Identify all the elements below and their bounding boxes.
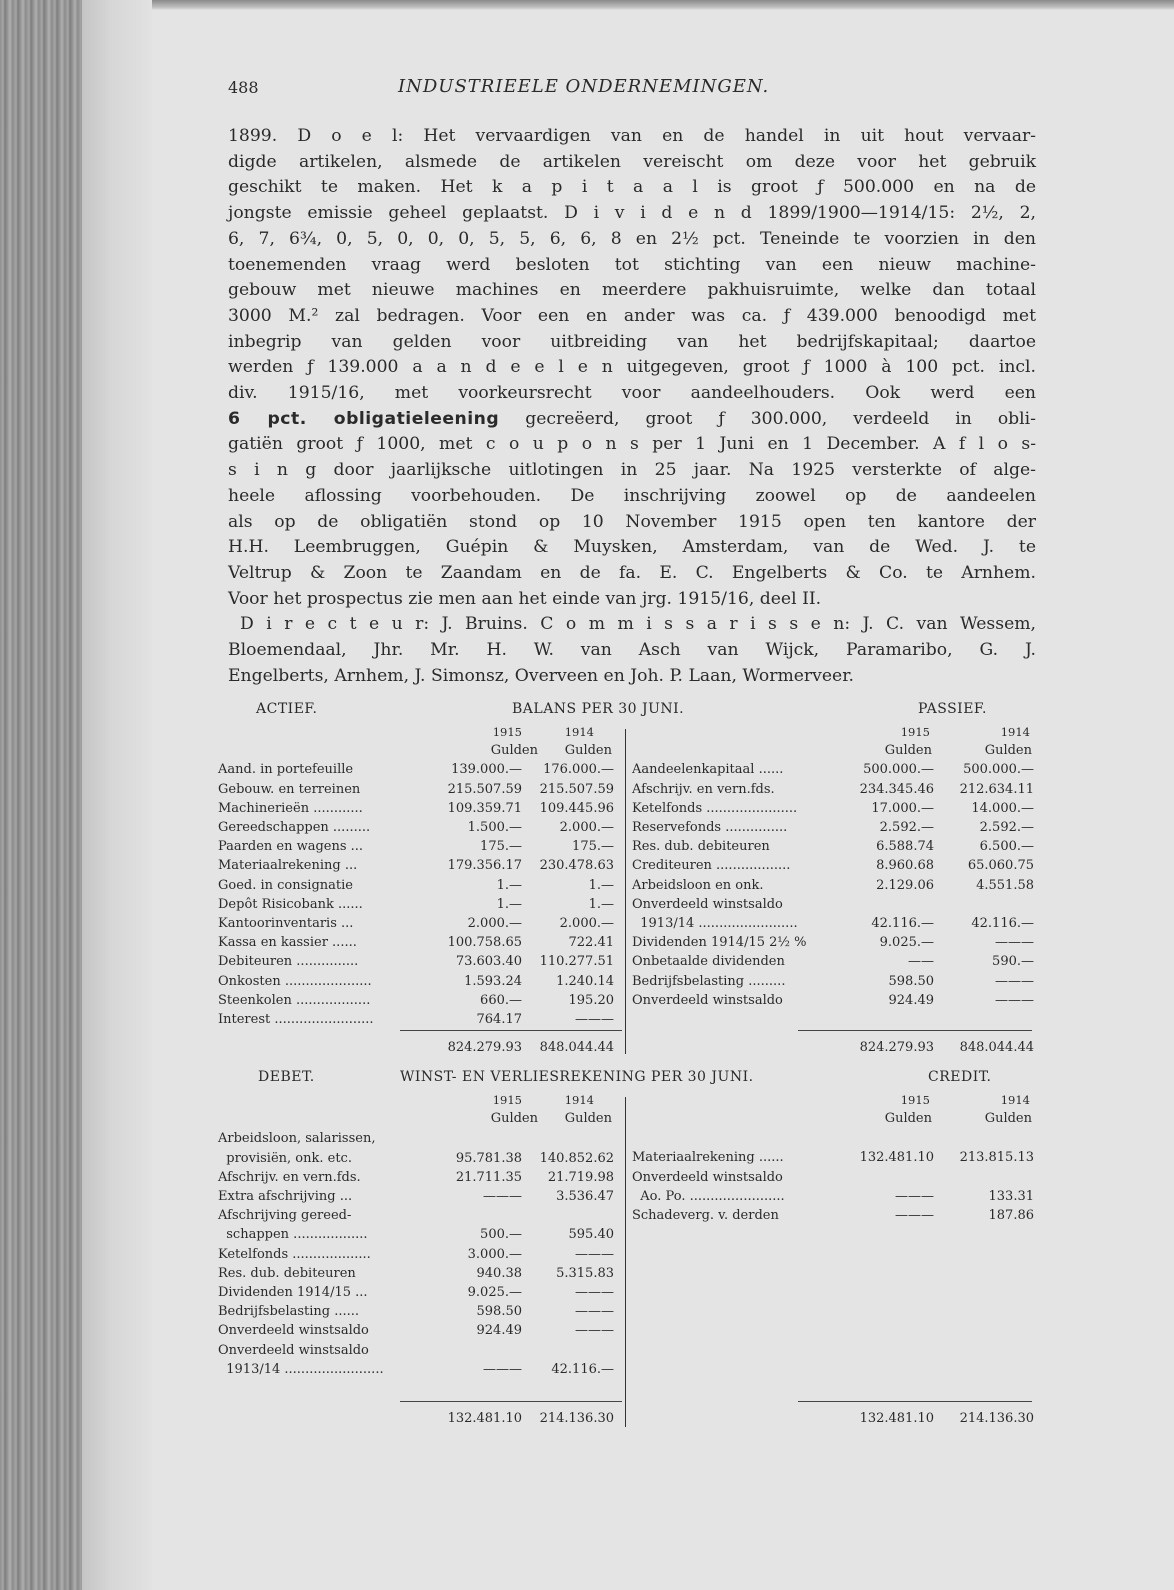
row-label: Interest ........................ xyxy=(218,1012,374,1028)
row-label: Bedrijfsbelasting ...... xyxy=(218,1304,360,1320)
row-value-1915: 21.711.35 xyxy=(455,1169,522,1185)
unit-header-right-1914: Gulden xyxy=(984,1111,1032,1127)
text-line: s i n g door jaarlijksche uitlotingen in 25 jaar. Na 1925 versterkte of alge- xyxy=(228,460,1036,481)
total-right-1914: 848.044.44 xyxy=(959,1040,1034,1056)
row-value-1915: 100.758.65 xyxy=(447,935,522,951)
row-label: Ketelfonds ................... xyxy=(218,1246,371,1262)
row-value-1915: 215.507.59 xyxy=(447,781,522,797)
row-label: Kantoorinventaris ... xyxy=(218,916,354,932)
text-line: heele aflossing voorbehouden. De inschrijving zoowel op de aandeelen xyxy=(228,485,1036,506)
text-line xyxy=(228,407,1036,433)
row-label: Ao. Po. ....................... xyxy=(632,1188,785,1204)
row-value-1914: 1.— xyxy=(588,896,614,912)
row-label: Afschrijv. en vern.fds. xyxy=(632,781,775,797)
row-label: Arbeidsloon en onk. xyxy=(632,877,764,893)
row-value-1914: 140.852.62 xyxy=(539,1150,614,1166)
row-value-1915: ——— xyxy=(895,1188,934,1204)
row-value-1914: 2.000.— xyxy=(559,820,614,836)
text-line: 3000 M.² zal bedragen. Voor een en ander was ca. ƒ 439.000 benoodigd met xyxy=(228,305,1036,326)
row-label: Afschrijving gereed- xyxy=(218,1208,352,1224)
row-label: Onverdeeld winstsaldo xyxy=(632,992,783,1008)
row-value-1914: 215.507.59 xyxy=(539,781,614,797)
row-label: Onverdeeld winstsaldo xyxy=(218,1323,369,1339)
row-value-1915: ——— xyxy=(895,1208,934,1224)
text-line: geschikt te maken. Het k a p i t a a l is groot ƒ 500.000 en na de xyxy=(228,177,1036,198)
total-left-1915: 824.279.93 xyxy=(447,1040,522,1056)
row-label: Extra afschrijving ... xyxy=(218,1189,353,1205)
row-value-1915: 1.500.— xyxy=(467,820,522,836)
row-label: Ketelfonds ...................... xyxy=(632,800,798,816)
text-line: werden ƒ 139.000 a a n d e e l e n uitgegeven, groot ƒ 1000 à 100 pct. incl. xyxy=(228,357,1036,378)
page-top-edge xyxy=(0,0,1174,10)
row-value-1915: 598.50 xyxy=(888,973,934,989)
row-label: Onverdeeld winstsaldo xyxy=(632,896,783,912)
book-page xyxy=(218,70,1036,1431)
row-value-1914: 42.116.— xyxy=(551,1361,614,1377)
row-value-1914: 110.277.51 xyxy=(539,954,614,970)
credit-heading: CREDIT. xyxy=(928,1069,992,1086)
book-binding xyxy=(0,0,82,1590)
row-label: Onbetaalde dividenden xyxy=(632,954,785,970)
binding-shadow xyxy=(82,0,152,1590)
row-value-1915: 3.000.— xyxy=(467,1246,522,1262)
row-value-1915: 6.588.74 xyxy=(876,839,934,855)
debet-heading: DEBET. xyxy=(258,1069,315,1086)
row-label: Steenkolen .................. xyxy=(218,992,371,1008)
text-line: toenemenden vraag werd besloten tot stichting van een nieuw machine- xyxy=(228,254,1036,275)
row-label: Schadeverg. v. derden xyxy=(632,1208,779,1224)
unit-header-left-1915: Gulden xyxy=(490,1111,538,1127)
year-header-left-1915: 1915 xyxy=(492,725,522,740)
row-value-1915: 660.— xyxy=(480,992,522,1008)
year-header-right-1914: 1914 xyxy=(1000,1093,1030,1108)
actief-heading: ACTIEF. xyxy=(256,701,318,718)
row-label: Arbeidsloon, salarissen, xyxy=(218,1131,376,1147)
unit-header-right-1914: Gulden xyxy=(984,743,1032,759)
row-value-1914: ——— xyxy=(575,1304,614,1320)
row-label: Onverdeeld winstsaldo xyxy=(632,1169,783,1185)
row-value-1914: 1.240.14 xyxy=(556,973,614,989)
row-label: schappen .................. xyxy=(218,1227,368,1243)
balance-title-row xyxy=(228,701,1036,723)
row-value-1915: 598.50 xyxy=(476,1304,522,1320)
running-head xyxy=(228,70,1036,110)
row-label: Materiaalrekening ... xyxy=(218,858,358,874)
unit-header-right-1915: Gulden xyxy=(884,1111,932,1127)
row-label: Aand. in portefeuille xyxy=(218,762,354,778)
passief-heading: PASSIEF. xyxy=(918,701,987,718)
running-title: INDUSTRIEELE ONDERNEMINGEN. xyxy=(398,76,770,97)
row-label: Gereedschappen ......... xyxy=(218,820,371,836)
row-value-1914: 14.000.— xyxy=(971,800,1034,816)
row-value-1915: 179.356.17 xyxy=(447,858,522,874)
row-value-1914: ——— xyxy=(575,1323,614,1339)
row-value-1914: 590.— xyxy=(992,954,1034,970)
row-label: Goed. in consignatie xyxy=(218,877,353,893)
text-line: als op de obligatiën stond op 10 November 1915 open ten kantore der xyxy=(228,511,1036,532)
row-value-1915: 73.603.40 xyxy=(455,954,522,970)
directors-line: Engelberts, Arnhem, J. Simonsz, Overveen en Joh. P. Laan, Wormerveer. xyxy=(228,665,854,686)
balance-title: BALANS PER 30 JUNI. xyxy=(512,701,685,718)
row-value-1915: ——— xyxy=(483,1361,522,1377)
row-value-1914: 133.31 xyxy=(988,1188,1034,1204)
total-right-1915: 132.481.10 xyxy=(859,1411,934,1427)
year-header-right-1915: 1915 xyxy=(900,1093,930,1108)
balance-sheet xyxy=(218,723,1036,1063)
row-value-1915: 9.025.— xyxy=(879,935,934,951)
pnl-title-row xyxy=(228,1069,1036,1091)
text-line: jongste emissie geheel geplaatst. D i v i d e n d 1899/1900—1914/15: 2½, 2, xyxy=(228,203,1036,224)
row-label: Aandeelenkapitaal ...... xyxy=(632,762,784,778)
row-value-1914: 6.500.— xyxy=(979,839,1034,855)
row-value-1914: 230.478.63 xyxy=(539,858,614,874)
row-value-1915: 764.17 xyxy=(476,1012,522,1028)
directors-line: D i r e c t e u r: J. Bruins. C o m m i s s a r i s s e n: J. C. van Wessem, xyxy=(240,614,1036,635)
text-line: gebouw met nieuwe machines en meerdere pakhuisruimte, welke dan totaal xyxy=(228,280,1036,301)
row-value-1915: 2.129.06 xyxy=(876,877,934,893)
row-label: Res. dub. debiteuren xyxy=(218,1265,356,1281)
text-line: Veltrup & Zoon te Zaandam en de fa. E. C. Engelberts & Co. te Arnhem. xyxy=(228,562,1036,583)
row-value-1914: ——— xyxy=(575,1285,614,1301)
unit-header-left-1914: Gulden xyxy=(564,1111,612,1127)
row-label: 1913/14 ........................ xyxy=(218,1361,384,1377)
row-value-1915: 1.593.24 xyxy=(464,973,522,989)
unit-header-left-1914: Gulden xyxy=(564,743,612,759)
row-value-1915: 500.000.— xyxy=(863,762,934,778)
row-label: Onverdeeld winstsaldo xyxy=(218,1342,369,1358)
row-value-1914: 42.116.— xyxy=(971,916,1034,932)
row-label: Kassa en kassier ...... xyxy=(218,935,357,951)
bond-loan-heading: 6 pct. obligatieleening xyxy=(228,408,500,429)
row-label: Paarden en wagens ... xyxy=(218,839,364,855)
row-value-1914: 722.41 xyxy=(568,935,614,951)
row-value-1914: 500.000.— xyxy=(963,762,1034,778)
row-value-1914: 109.445.96 xyxy=(539,800,614,816)
row-value-1915: 924.49 xyxy=(888,992,934,1008)
row-value-1915: 1.— xyxy=(496,896,522,912)
text-line: H.H. Leembruggen, Guépin & Muysken, Amsterdam, van de Wed. J. te xyxy=(228,537,1036,558)
row-label: Onkosten ..................... xyxy=(218,973,372,989)
row-value-1915: 2.592.— xyxy=(879,820,934,836)
text-line: digde artikelen, alsmede de artikelen vereischt om deze voor het gebruik xyxy=(228,151,1036,172)
row-value-1914: 65.060.75 xyxy=(967,858,1034,874)
row-label: Dividenden 1914/15 2½ % xyxy=(632,935,807,951)
column-divider xyxy=(625,1097,626,1427)
column-divider xyxy=(625,729,626,1054)
row-label: 1913/14 ........................ xyxy=(632,916,798,932)
row-label: Depôt Risicobank ...... xyxy=(218,896,363,912)
row-value-1914: 3.536.47 xyxy=(556,1189,614,1205)
row-value-1915: 139.000.— xyxy=(451,762,522,778)
row-value-1914: 175.— xyxy=(572,839,614,855)
row-value-1915: 924.49 xyxy=(476,1323,522,1339)
row-label: Bedrijfsbelasting ......... xyxy=(632,973,786,989)
pnl-title: WINST- EN VERLIESREKENING PER 30 JUNI. xyxy=(400,1069,754,1086)
row-value-1915: 132.481.10 xyxy=(859,1150,934,1166)
row-value-1915: 500.— xyxy=(480,1227,522,1243)
text-line: 1899. D o e l: Het vervaardigen van en de handel in uit hout vervaar- xyxy=(228,126,1036,146)
row-value-1914: 2.000.— xyxy=(559,916,614,932)
row-value-1915: 17.000.— xyxy=(871,800,934,816)
total-right-1914: 214.136.30 xyxy=(959,1411,1034,1427)
row-label: Gebouw. en terreinen xyxy=(218,781,361,797)
row-value-1914: 21.719.98 xyxy=(547,1169,614,1185)
row-value-1915: 8.960.68 xyxy=(876,858,934,874)
total-rule-right xyxy=(798,1030,1032,1031)
row-value-1915: 175.— xyxy=(480,839,522,855)
row-label: Afschrijv. en vern.fds. xyxy=(218,1169,361,1185)
row-value-1914: ——— xyxy=(995,935,1034,951)
text-line: gatiën groot ƒ 1000, met c o u p o n s per 1 Juni en 1 December. A f l o s- xyxy=(228,434,1036,455)
row-value-1914: ——— xyxy=(995,992,1034,1008)
total-rule-right xyxy=(798,1401,1032,1402)
row-label: Crediteuren .................. xyxy=(632,858,791,874)
year-header-left-1914: 1914 xyxy=(564,1093,594,1108)
row-value-1914: 1.— xyxy=(588,877,614,893)
row-value-1915: 95.781.38 xyxy=(455,1150,522,1166)
total-left-1915: 132.481.10 xyxy=(447,1411,522,1427)
year-header-right-1915: 1915 xyxy=(900,725,930,740)
unit-header-left-1915: Gulden xyxy=(490,743,538,759)
text-line: div. 1915/16, met voorkeursrecht voor aandeelhouders. Ook werd een xyxy=(228,383,1036,404)
row-label: Machinerieën ............ xyxy=(218,800,363,816)
row-value-1914: 4.551.58 xyxy=(976,877,1034,893)
row-value-1914: 187.86 xyxy=(988,1208,1034,1224)
row-value-1915: 1.— xyxy=(496,877,522,893)
total-rule-left xyxy=(400,1401,622,1402)
row-value-1914: ——— xyxy=(575,1246,614,1262)
profit-loss-account xyxy=(218,1091,1036,1431)
total-right-1915: 824.279.93 xyxy=(859,1040,934,1056)
total-left-1914: 214.136.30 xyxy=(539,1411,614,1427)
row-value-1914: 5.315.83 xyxy=(556,1265,614,1281)
row-value-1915: 2.000.— xyxy=(467,916,522,932)
row-label: Dividenden 1914/15 ... xyxy=(218,1285,368,1301)
row-value-1915: —— xyxy=(908,954,934,970)
row-value-1915: 42.116.— xyxy=(871,916,934,932)
year-header-left-1915: 1915 xyxy=(492,1093,522,1108)
row-value-1914: ——— xyxy=(995,973,1034,989)
row-label: provisiën, onk. etc. xyxy=(218,1150,352,1166)
row-value-1914: 176.000.— xyxy=(543,762,614,778)
page-number: 488 xyxy=(228,78,259,97)
row-label: Res. dub. debiteuren xyxy=(632,839,770,855)
total-rule-left xyxy=(400,1030,622,1031)
text-line: 6, 7, 6¾, 0, 5, 0, 0, 0, 5, 5, 6, 6, 8 en 2½ pct. Teneinde te voorzien in den xyxy=(228,228,1036,249)
unit-header-right-1915: Gulden xyxy=(884,743,932,759)
total-left-1914: 848.044.44 xyxy=(539,1040,614,1056)
text-line: Voor het prospectus zie men aan het einde van jrg. 1915/16, deel II. xyxy=(228,588,822,609)
directors-line: Bloemendaal, Jhr. Mr. H. W. van Asch van Wijck, Paramaribo, G. J. xyxy=(228,640,1036,661)
row-label: Reservefonds ............... xyxy=(632,820,788,836)
row-value-1915: 940.38 xyxy=(476,1265,522,1281)
row-label: Debiteuren ............... xyxy=(218,954,359,970)
row-value-1914: ——— xyxy=(575,1012,614,1028)
row-value-1914: 2.592.— xyxy=(979,820,1034,836)
bond-loan-text: gecreëerd, groot ƒ 300.000, verdeeld in obli- xyxy=(525,408,1036,429)
year-header-left-1914: 1914 xyxy=(564,725,594,740)
text-line: inbegrip van gelden voor uitbreiding van het bedrijfskapitaal; daartoe xyxy=(228,331,1036,352)
row-value-1914: 213.815.13 xyxy=(959,1150,1034,1166)
row-value-1915: 109.359.71 xyxy=(447,800,522,816)
row-value-1914: 195.20 xyxy=(568,992,614,1008)
row-value-1914: 212.634.11 xyxy=(959,781,1034,797)
row-value-1914: 595.40 xyxy=(568,1227,614,1243)
company-description xyxy=(228,124,1036,689)
row-value-1915: 9.025.— xyxy=(467,1285,522,1301)
row-label: Materiaalrekening ...... xyxy=(632,1150,784,1166)
row-value-1915: 234.345.46 xyxy=(859,781,934,797)
row-value-1915: ——— xyxy=(483,1189,522,1205)
year-header-right-1914: 1914 xyxy=(1000,725,1030,740)
